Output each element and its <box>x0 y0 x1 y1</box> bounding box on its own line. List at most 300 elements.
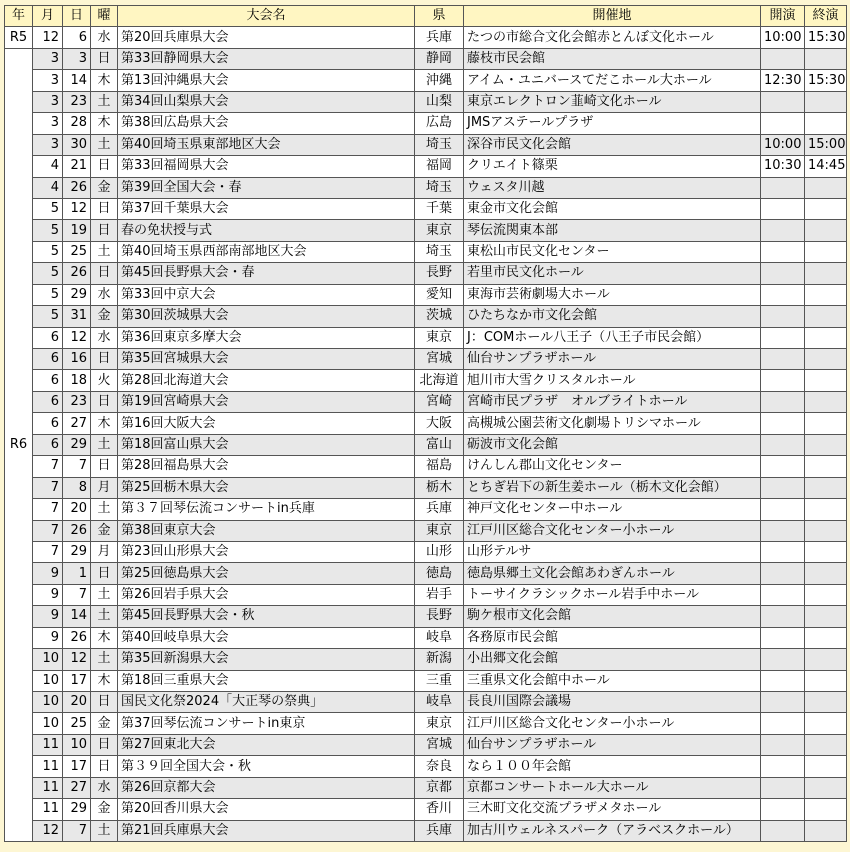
header-year: 年 <box>5 6 33 27</box>
venue-cell: けんしん郡山文化センター <box>464 456 761 477</box>
weekday-cell: 日 <box>91 349 118 370</box>
start-time-cell <box>761 713 805 734</box>
day-cell: 7 <box>63 584 91 605</box>
prefecture-cell: 新潟 <box>415 649 464 670</box>
end-time-cell <box>805 284 847 305</box>
venue-cell: 砺波市文化会館 <box>464 434 761 455</box>
venue-cell: 高槻城公園芸術文化劇場トリシマホール <box>464 413 761 434</box>
month-cell: 11 <box>33 734 63 755</box>
table-row <box>5 627 847 648</box>
day-cell: 26 <box>63 520 91 541</box>
weekday-cell: 金 <box>91 177 118 198</box>
venue-cell: 江戸川区総合文化センター小ホール <box>464 713 761 734</box>
venue-cell: 東海市芸術劇場大ホール <box>464 284 761 305</box>
weekday-cell: 日 <box>91 220 118 241</box>
table-row <box>5 113 847 134</box>
weekday-cell: 木 <box>91 627 118 648</box>
weekday-cell: 金 <box>91 306 118 327</box>
header-venue: 開催地 <box>464 6 761 27</box>
table-row <box>5 713 847 734</box>
event-name-cell: 第３９回全国大会・秋 <box>118 756 415 777</box>
end-time-cell <box>805 456 847 477</box>
venue-cell: 東松山市民文化センター <box>464 241 761 262</box>
venue-cell: 琴伝流関東本部 <box>464 220 761 241</box>
day-cell: 14 <box>63 70 91 91</box>
header-prefecture: 県 <box>415 6 464 27</box>
start-time-cell: 10:00 <box>761 27 805 48</box>
header-event-name: 大会名 <box>118 6 415 27</box>
month-cell: 7 <box>33 499 63 520</box>
end-time-cell <box>805 520 847 541</box>
end-time-cell <box>805 220 847 241</box>
end-time-cell <box>805 370 847 391</box>
end-time-cell <box>805 48 847 69</box>
prefecture-cell: 北海道 <box>415 370 464 391</box>
end-time-cell <box>805 177 847 198</box>
day-cell: 28 <box>63 113 91 134</box>
event-name-cell: 第40回埼玉県東部地区大会 <box>118 134 415 155</box>
month-cell: 6 <box>33 391 63 412</box>
weekday-cell: 土 <box>91 134 118 155</box>
month-cell: 4 <box>33 156 63 177</box>
start-time-cell <box>761 91 805 112</box>
prefecture-cell: 東京 <box>415 327 464 348</box>
month-cell: 3 <box>33 48 63 69</box>
day-cell: 3 <box>63 48 91 69</box>
table-row <box>5 820 847 841</box>
table-row <box>5 220 847 241</box>
prefecture-cell: 長野 <box>415 606 464 627</box>
venue-cell: 藤枝市民会館 <box>464 48 761 69</box>
start-time-cell <box>761 177 805 198</box>
end-time-cell <box>805 820 847 841</box>
venue-cell: 東京エレクトロン韮崎文化ホール <box>464 91 761 112</box>
venue-cell: 各務原市民会館 <box>464 627 761 648</box>
prefecture-cell: 宮城 <box>415 349 464 370</box>
table-row <box>5 27 847 48</box>
start-time-cell <box>761 584 805 605</box>
table-row <box>5 649 847 670</box>
table-row <box>5 241 847 262</box>
weekday-cell: 日 <box>91 263 118 284</box>
prefecture-cell: 山梨 <box>415 91 464 112</box>
weekday-cell: 水 <box>91 284 118 305</box>
start-time-cell <box>761 456 805 477</box>
prefecture-cell: 宮崎 <box>415 391 464 412</box>
day-cell: 23 <box>63 391 91 412</box>
prefecture-cell: 岩手 <box>415 584 464 605</box>
event-name-cell: 第37回琴伝流コンサートin東京 <box>118 713 415 734</box>
table-row <box>5 456 847 477</box>
start-time-cell <box>761 220 805 241</box>
prefecture-cell: 東京 <box>415 520 464 541</box>
day-cell: 12 <box>63 327 91 348</box>
venue-cell: 仙台サンプラザホール <box>464 349 761 370</box>
start-time-cell <box>761 48 805 69</box>
venue-cell: 三重県文化会館中ホール <box>464 670 761 691</box>
start-time-cell <box>761 113 805 134</box>
table-row <box>5 499 847 520</box>
venue-cell: JMSアステールプラザ <box>464 113 761 134</box>
weekday-cell: 日 <box>91 756 118 777</box>
header-start-time: 開演 <box>761 6 805 27</box>
weekday-cell: 金 <box>91 520 118 541</box>
day-cell: 17 <box>63 670 91 691</box>
weekday-cell: 日 <box>91 692 118 713</box>
start-time-cell <box>761 520 805 541</box>
prefecture-cell: 奈良 <box>415 756 464 777</box>
venue-cell: 京都コンサートホール大ホール <box>464 777 761 798</box>
event-name-cell: 第39回全国大会・春 <box>118 177 415 198</box>
venue-cell: 加古川ウェルネスパーク（アラベスクホール） <box>464 820 761 841</box>
prefecture-cell: 沖縄 <box>415 70 464 91</box>
venue-cell: J：COMホール八王子（八王子市民会館） <box>464 327 761 348</box>
start-time-cell <box>761 606 805 627</box>
month-cell: 6 <box>33 370 63 391</box>
prefecture-cell: 静岡 <box>415 48 464 69</box>
event-name-cell: 第25回徳島県大会 <box>118 563 415 584</box>
weekday-cell: 土 <box>91 499 118 520</box>
end-time-cell <box>805 499 847 520</box>
event-name-cell: 第33回福岡県大会 <box>118 156 415 177</box>
month-cell: 3 <box>33 70 63 91</box>
weekday-cell: 土 <box>91 606 118 627</box>
end-time-cell <box>805 649 847 670</box>
table-row <box>5 327 847 348</box>
month-cell: 12 <box>33 27 63 48</box>
day-cell: 25 <box>63 713 91 734</box>
day-cell: 23 <box>63 91 91 112</box>
event-name-cell: 第38回広島県大会 <box>118 113 415 134</box>
table-row <box>5 584 847 605</box>
table-row <box>5 177 847 198</box>
event-name-cell: 春の免状授与式 <box>118 220 415 241</box>
event-name-cell: 第27回東北大会 <box>118 734 415 755</box>
prefecture-cell: 兵庫 <box>415 27 464 48</box>
month-cell: 7 <box>33 520 63 541</box>
table-row <box>5 520 847 541</box>
end-time-cell <box>805 413 847 434</box>
month-cell: 7 <box>33 456 63 477</box>
event-name-cell: 第18回三重県大会 <box>118 670 415 691</box>
event-name-cell: 第30回茨城県大会 <box>118 306 415 327</box>
weekday-cell: 土 <box>91 820 118 841</box>
year-cell: R5 <box>5 27 33 48</box>
start-time-cell <box>761 563 805 584</box>
end-time-cell <box>805 198 847 219</box>
event-name-cell: 第35回宮城県大会 <box>118 349 415 370</box>
month-cell: 5 <box>33 284 63 305</box>
table-row <box>5 777 847 798</box>
month-cell: 12 <box>33 820 63 841</box>
end-time-cell <box>805 584 847 605</box>
end-time-cell <box>805 541 847 562</box>
event-name-cell: 第21回兵庫県大会 <box>118 820 415 841</box>
weekday-cell: 日 <box>91 734 118 755</box>
prefecture-cell: 宮城 <box>415 734 464 755</box>
end-time-cell <box>805 477 847 498</box>
month-cell: 6 <box>33 434 63 455</box>
event-name-cell: 第34回山梨県大会 <box>118 91 415 112</box>
month-cell: 9 <box>33 627 63 648</box>
day-cell: 6 <box>63 27 91 48</box>
weekday-cell: 木 <box>91 70 118 91</box>
prefecture-cell: 大阪 <box>415 413 464 434</box>
prefecture-cell: 福島 <box>415 456 464 477</box>
prefecture-cell: 富山 <box>415 434 464 455</box>
start-time-cell: 10:00 <box>761 134 805 155</box>
prefecture-cell: 長野 <box>415 263 464 284</box>
event-name-cell: 第33回中京大会 <box>118 284 415 305</box>
prefecture-cell: 福岡 <box>415 156 464 177</box>
venue-cell: 仙台サンプラザホール <box>464 734 761 755</box>
end-time-cell <box>805 327 847 348</box>
table-row <box>5 756 847 777</box>
event-name-cell: 国民文化祭2024「大正琴の祭典」 <box>118 692 415 713</box>
event-name-cell: 第40回岐阜県大会 <box>118 627 415 648</box>
day-cell: 16 <box>63 349 91 370</box>
table-row <box>5 563 847 584</box>
day-cell: 25 <box>63 241 91 262</box>
end-time-cell <box>805 713 847 734</box>
weekday-cell: 土 <box>91 241 118 262</box>
prefecture-cell: 東京 <box>415 713 464 734</box>
month-cell: 6 <box>33 349 63 370</box>
end-time-cell <box>805 670 847 691</box>
day-cell: 29 <box>63 434 91 455</box>
end-time-cell: 15:30 <box>805 27 847 48</box>
table-row <box>5 477 847 498</box>
event-name-cell: 第18回富山県大会 <box>118 434 415 455</box>
day-cell: 21 <box>63 156 91 177</box>
month-cell: 5 <box>33 198 63 219</box>
prefecture-cell: 茨城 <box>415 306 464 327</box>
header-day: 日 <box>63 6 91 27</box>
venue-cell: 深谷市民文化会館 <box>464 134 761 155</box>
month-cell: 7 <box>33 541 63 562</box>
event-name-cell: 第26回岩手県大会 <box>118 584 415 605</box>
venue-cell: クリエイト篠栗 <box>464 156 761 177</box>
weekday-cell: 日 <box>91 563 118 584</box>
start-time-cell <box>761 413 805 434</box>
prefecture-cell: 兵庫 <box>415 499 464 520</box>
start-time-cell <box>761 627 805 648</box>
prefecture-cell: 香川 <box>415 799 464 820</box>
end-time-cell <box>805 391 847 412</box>
day-cell: 8 <box>63 477 91 498</box>
start-time-cell <box>761 541 805 562</box>
start-time-cell <box>761 198 805 219</box>
start-time-cell <box>761 284 805 305</box>
start-time-cell: 12:30 <box>761 70 805 91</box>
table-row <box>5 91 847 112</box>
day-cell: 19 <box>63 220 91 241</box>
weekday-cell: 月 <box>91 477 118 498</box>
month-cell: 3 <box>33 134 63 155</box>
start-time-cell <box>761 327 805 348</box>
prefecture-cell: 岐阜 <box>415 692 464 713</box>
venue-cell: トーサイクラシックホール岩手中ホール <box>464 584 761 605</box>
venue-cell: とちぎ岩下の新生姜ホール（栃木文化会館） <box>464 477 761 498</box>
day-cell: 20 <box>63 692 91 713</box>
end-time-cell <box>805 627 847 648</box>
table-row <box>5 370 847 391</box>
table-row <box>5 306 847 327</box>
month-cell: 11 <box>33 799 63 820</box>
start-time-cell <box>761 370 805 391</box>
day-cell: 18 <box>63 370 91 391</box>
table-row <box>5 799 847 820</box>
venue-cell: なら１００年会館 <box>464 756 761 777</box>
table-row <box>5 434 847 455</box>
table-row <box>5 391 847 412</box>
prefecture-cell: 埼玉 <box>415 134 464 155</box>
weekday-cell: 木 <box>91 113 118 134</box>
prefecture-cell: 兵庫 <box>415 820 464 841</box>
venue-cell: 旭川市大雪クリスタルホール <box>464 370 761 391</box>
month-cell: 3 <box>33 91 63 112</box>
start-time-cell <box>761 756 805 777</box>
event-name-cell: 第25回栃木県大会 <box>118 477 415 498</box>
weekday-cell: 水 <box>91 27 118 48</box>
start-time-cell <box>761 777 805 798</box>
day-cell: 14 <box>63 606 91 627</box>
table-row <box>5 198 847 219</box>
header-weekday: 曜 <box>91 6 118 27</box>
month-cell: 9 <box>33 584 63 605</box>
day-cell: 29 <box>63 799 91 820</box>
prefecture-cell: 広島 <box>415 113 464 134</box>
end-time-cell <box>805 91 847 112</box>
month-cell: 9 <box>33 606 63 627</box>
day-cell: 10 <box>63 734 91 755</box>
table-row <box>5 156 847 177</box>
day-cell: 27 <box>63 413 91 434</box>
month-cell: 5 <box>33 306 63 327</box>
day-cell: 7 <box>63 456 91 477</box>
venue-cell: 長良川国際会議場 <box>464 692 761 713</box>
venue-cell: たつの市総合文化会館赤とんぼ文化ホール <box>464 27 761 48</box>
end-time-cell <box>805 777 847 798</box>
venue-cell: 小出郷文化会館 <box>464 649 761 670</box>
day-cell: 12 <box>63 649 91 670</box>
day-cell: 31 <box>63 306 91 327</box>
venue-cell: 宮崎市民プラザ オルブライトホール <box>464 391 761 412</box>
table-row <box>5 284 847 305</box>
venue-cell: 東金市文化会館 <box>464 198 761 219</box>
start-time-cell: 10:30 <box>761 156 805 177</box>
venue-cell: 若里市民文化ホール <box>464 263 761 284</box>
weekday-cell: 日 <box>91 391 118 412</box>
day-cell: 30 <box>63 134 91 155</box>
table-row <box>5 670 847 691</box>
prefecture-cell: 千葉 <box>415 198 464 219</box>
event-name-cell: 第13回沖縄県大会 <box>118 70 415 91</box>
day-cell: 12 <box>63 198 91 219</box>
month-cell: 5 <box>33 263 63 284</box>
month-cell: 5 <box>33 241 63 262</box>
prefecture-cell: 栃木 <box>415 477 464 498</box>
weekday-cell: 火 <box>91 370 118 391</box>
end-time-cell <box>805 606 847 627</box>
start-time-cell <box>761 306 805 327</box>
start-time-cell <box>761 670 805 691</box>
weekday-cell: 日 <box>91 156 118 177</box>
start-time-cell <box>761 799 805 820</box>
day-cell: 29 <box>63 541 91 562</box>
start-time-cell <box>761 820 805 841</box>
day-cell: 17 <box>63 756 91 777</box>
venue-cell: 三木町文化交流プラザメタホール <box>464 799 761 820</box>
event-name-cell: 第36回東京多摩大会 <box>118 327 415 348</box>
event-schedule-table <box>4 5 847 842</box>
end-time-cell <box>805 263 847 284</box>
end-time-cell <box>805 692 847 713</box>
event-name-cell: 第28回北海道大会 <box>118 370 415 391</box>
end-time-cell: 15:30 <box>805 70 847 91</box>
table-row <box>5 734 847 755</box>
table-row <box>5 541 847 562</box>
end-time-cell: 14:45 <box>805 156 847 177</box>
event-name-cell: 第19回宮崎県大会 <box>118 391 415 412</box>
day-cell: 27 <box>63 777 91 798</box>
event-name-cell: 第23回山形県大会 <box>118 541 415 562</box>
start-time-cell <box>761 434 805 455</box>
prefecture-cell: 三重 <box>415 670 464 691</box>
prefecture-cell: 埼玉 <box>415 241 464 262</box>
month-cell: 10 <box>33 713 63 734</box>
end-time-cell <box>805 113 847 134</box>
event-name-cell: 第37回千葉県大会 <box>118 198 415 219</box>
venue-cell: アイム・ユニバースてだこホール大ホール <box>464 70 761 91</box>
event-name-cell: 第38回東京大会 <box>118 520 415 541</box>
table-row <box>5 70 847 91</box>
venue-cell: 山形テルサ <box>464 541 761 562</box>
event-name-cell: 第３７回琴伝流コンサートin兵庫 <box>118 499 415 520</box>
start-time-cell <box>761 349 805 370</box>
weekday-cell: 月 <box>91 541 118 562</box>
prefecture-cell: 岐阜 <box>415 627 464 648</box>
weekday-cell: 金 <box>91 799 118 820</box>
venue-cell: 徳島県郷土文化会館あわぎんホール <box>464 563 761 584</box>
weekday-cell: 土 <box>91 584 118 605</box>
month-cell: 11 <box>33 756 63 777</box>
table-row <box>5 48 847 69</box>
prefecture-cell: 山形 <box>415 541 464 562</box>
event-name-cell: 第26回京都大会 <box>118 777 415 798</box>
event-name-cell: 第28回福島県大会 <box>118 456 415 477</box>
month-cell: 6 <box>33 413 63 434</box>
day-cell: 20 <box>63 499 91 520</box>
event-name-cell: 第40回埼玉県西部南部地区大会 <box>118 241 415 262</box>
table-row <box>5 263 847 284</box>
weekday-cell: 日 <box>91 456 118 477</box>
weekday-cell: 土 <box>91 434 118 455</box>
month-cell: 10 <box>33 649 63 670</box>
venue-cell: 江戸川区総合文化センター小ホール <box>464 520 761 541</box>
start-time-cell <box>761 692 805 713</box>
header-end-time: 終演 <box>805 6 847 27</box>
weekday-cell: 土 <box>91 91 118 112</box>
venue-cell: ウェスタ川越 <box>464 177 761 198</box>
weekday-cell: 木 <box>91 670 118 691</box>
month-cell: 10 <box>33 670 63 691</box>
start-time-cell <box>761 477 805 498</box>
table-row <box>5 692 847 713</box>
event-name-cell: 第45回長野県大会・秋 <box>118 606 415 627</box>
end-time-cell <box>805 434 847 455</box>
start-time-cell <box>761 734 805 755</box>
